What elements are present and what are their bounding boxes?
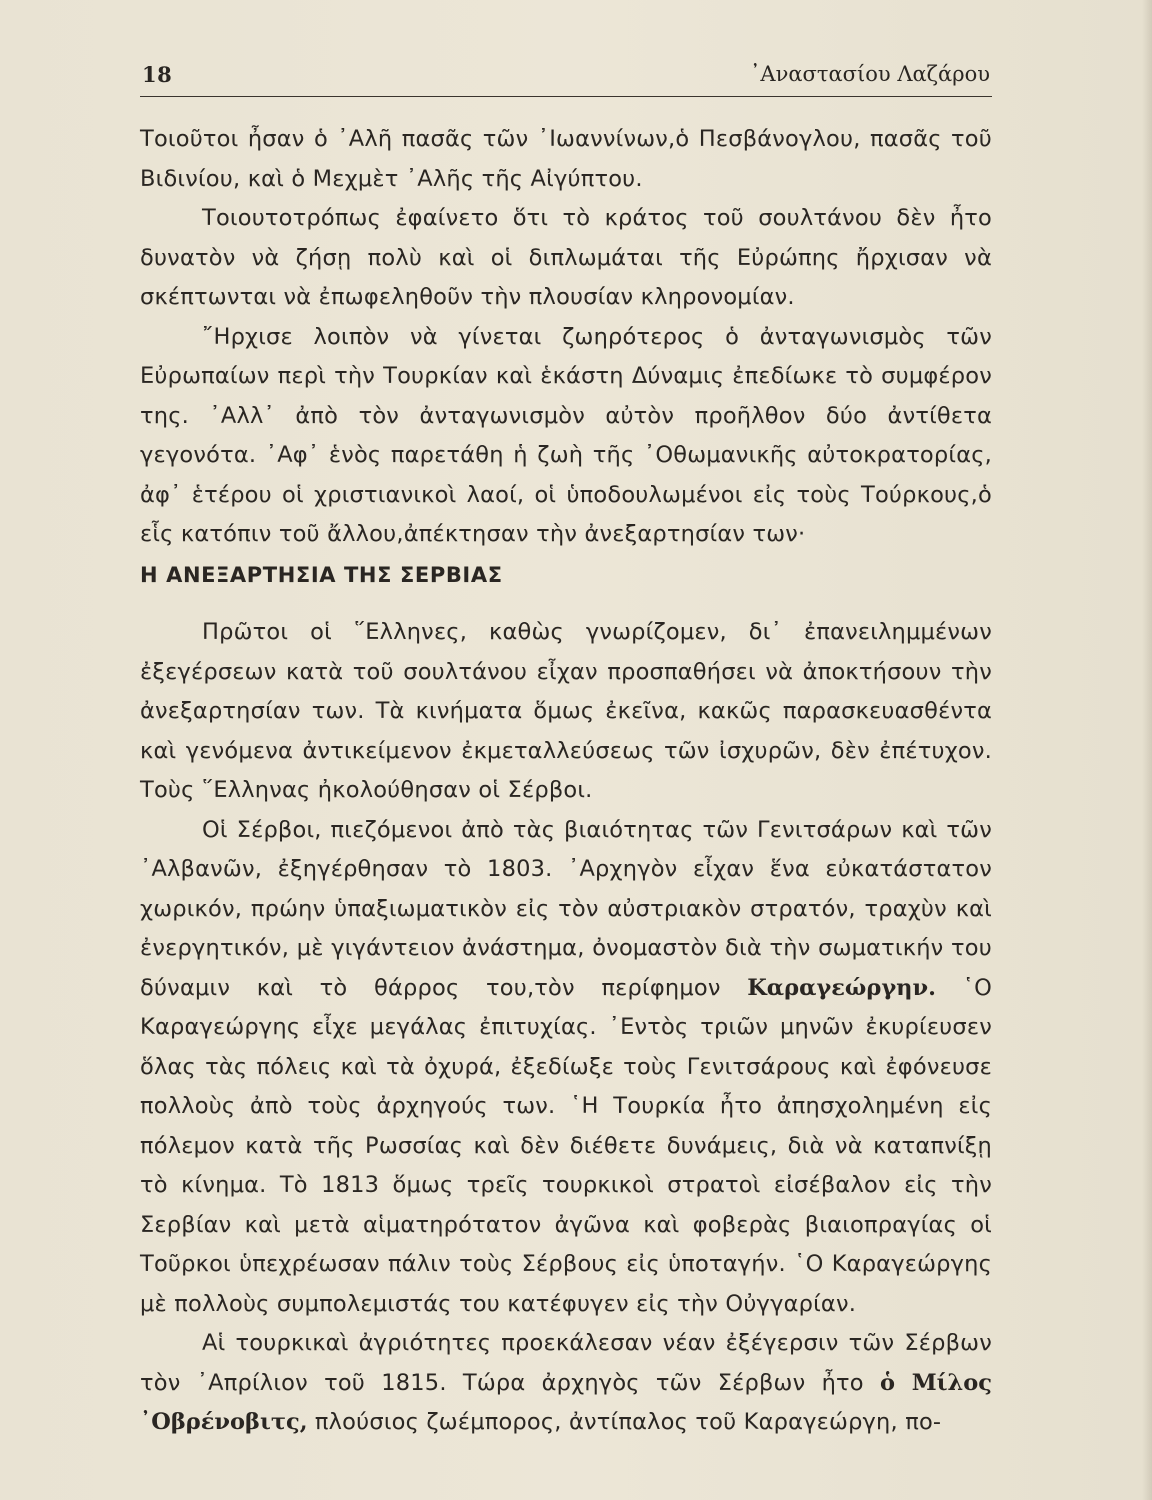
paragraph: Τοιοῦτοι ἦσαν ὁ ᾿Αλῆ πασᾶς τῶν ᾿Ιωαννίνων,ὁ Πεσβάνογλου, πασᾶς τοῦ Βιδινίου, καὶ ὁ Μεχμὲτ ᾿Αλῆς τῆς Αἰγύπτου. [140, 126, 992, 192]
text-block-serbia [140, 613, 992, 1443]
page-number: 18 [142, 62, 173, 87]
paragraph: ῎Ηρχισε λοιπὸν νὰ γίνεται ζωηρότερος ὁ ἀνταγωνισμὸς τῶν Εὐρωπαίων περὶ τὴν Τουρκίαν καὶ ἑκάστη Δύναμις ἐπεδίωκε τὸ συμφέρον της. ᾿Αλλ᾿ ἀπὸ τὸν ἀνταγωνισμὸν αὐτὸν προῆλθον δύο ἀντίθετα γεγονότα. ᾿Αφ᾿ ἑνὸς παρετάθη ἡ ζωὴ τῆς ᾿Οθωμανικῆς αὐτοκρατορίας, ἀφ᾿ ἑτέρου οἱ χριστιανικοὶ λαοί, οἱ ὑποδουλωμένοι εἰς τοὺς Τούρκους,ὁ εἷς κατόπιν τοῦ ἄλλου,ἀπέκτησαν τὴν ἀνεξαρτησίαν των· [140, 323, 992, 547]
page-header [140, 62, 992, 97]
bold-name-karageorge: Καραγεώργην. [747, 974, 936, 1001]
paragraph: Τοιουτοτρόπως ἐφαίνετο ὅτι τὸ κράτος τοῦ σουλτάνου δὲν ἦτο δυνατὸν νὰ ζήσῃ πολὺ καὶ οἱ διπλωμάται τῆς Εὐρώπης ἤρχισαν νὰ σκέπτωνται νὰ ἐπωφεληθοῦν τὴν πλουσίαν κληρονομίαν. [140, 205, 992, 310]
text-block-intro [140, 120, 992, 555]
paragraph-text: Αἱ τουρκικαὶ ἀγριότητες προεκάλεσαν νέαν ἐξέγερσιν τῶν Σέρβων τὸν ᾿Απρίλιον τοῦ 1815. Τώρα ἀρχηγὸς τῶν Σέρβων ἦτο [140, 1330, 992, 1396]
paragraph: Πρῶτοι οἱ ῞Ελληνες, καθὼς γνωρίζομεν, δι᾿ ἐπανειλημμένων ἐξεγέρσεων κατὰ τοῦ σουλτάνου εἶχαν προσπαθήσει νὰ ἀποκτήσουν τὴν ἀνεξαρτησίαν των. Τὰ κινήματα ὅμως ἐκεῖνα, κακῶς παρασκευασθέντα καὶ γενόμενα ἀντικείμενον ἐκμεταλλεύσεως τῶν ἰσχυρῶν, δὲν ἐπέτυχον. Τοὺς ῞Ελληνας ἠκολούθησαν οἱ Σέρβοι. [140, 619, 992, 803]
bold-name-milos-obrenovic: ὁ Μίλος ᾿Οβρένοβιτς, [140, 1369, 992, 1435]
section-heading: Η ΑΝΕΞΑΡΤΗΣΙΑ ΤΗΣ ΣΕΡΒΙΑΣ [140, 563, 503, 587]
paragraph-text: Οἱ Σέρβοι, πιεζόμενοι ἀπὸ τὰς βιαιότητας τῶν Γενιτσάρων καὶ τῶν ᾿Αλβανῶν, ἐξηγέρθησαν τὸ 1803. ᾿Αρχηγὸν εἶχαν ἕνα εὐκατάστατον χωρικόν, πρώην ὑπαξιωματικὸν εἰς τὸν αὐστριακὸν στρατόν, τραχὺν καὶ ἐνεργητικόν, μὲ γιγάντειον ἀνάστημα, ὀνομαστὸν διὰ τὴν σωματικήν του δύναμιν καὶ τὸ θάρρος του,τὸν περίφημον [140, 816, 992, 1001]
paragraph [140, 811, 992, 1325]
paragraph-text: ῾Ο Καραγεώργης εἶχε μεγάλας ἐπιτυχίας. ᾿Εντὸς τριῶν μηνῶν ἐκυρίευσεν ὅλας τὰς πόλεις καὶ τὰ ὀχυρά, ἐξεδίωξε τοὺς Γενιτσάρους καὶ ἐφόνευσε πολλοὺς ἀπὸ τοὺς ἀρχηγούς των. ῾Η Τουρκία ἦτο ἀπησχολημένη εἰς πόλεμον κατὰ τῆς Ρωσσίας καὶ δὲν διέθετε δυνάμεις, διὰ νὰ καταπνίξῃ τὸ κίνημα. Τὸ 1813 ὅμως τρεῖς τουρκικοὶ στρατοὶ εἰσέβαλον εἰς τὴν Σερβίαν καὶ μετὰ αἱματηρότατον ἀγῶνα καὶ φοβερὰς βιαιοπραγίας οἱ Τοῦρκοι ὑπεχρέωσαν πάλιν τοὺς Σέρβους εἰς ὑποταγήν. ῾Ο Καραγεώργης μὲ πολλοὺς συμπολεμιστάς του κατέφυγεν εἰς τὴν Οὐγγαρίαν. [140, 974, 992, 1317]
paragraph-text: πλούσιος ζωέμπορος, ἀντίπαλος τοῦ Καραγεώργη, πο- [307, 1409, 942, 1435]
page-edge-shadow [1142, 0, 1152, 1500]
running-title: ᾿Αναστασίου Λαζάρου [749, 62, 990, 86]
paragraph [140, 1324, 992, 1443]
